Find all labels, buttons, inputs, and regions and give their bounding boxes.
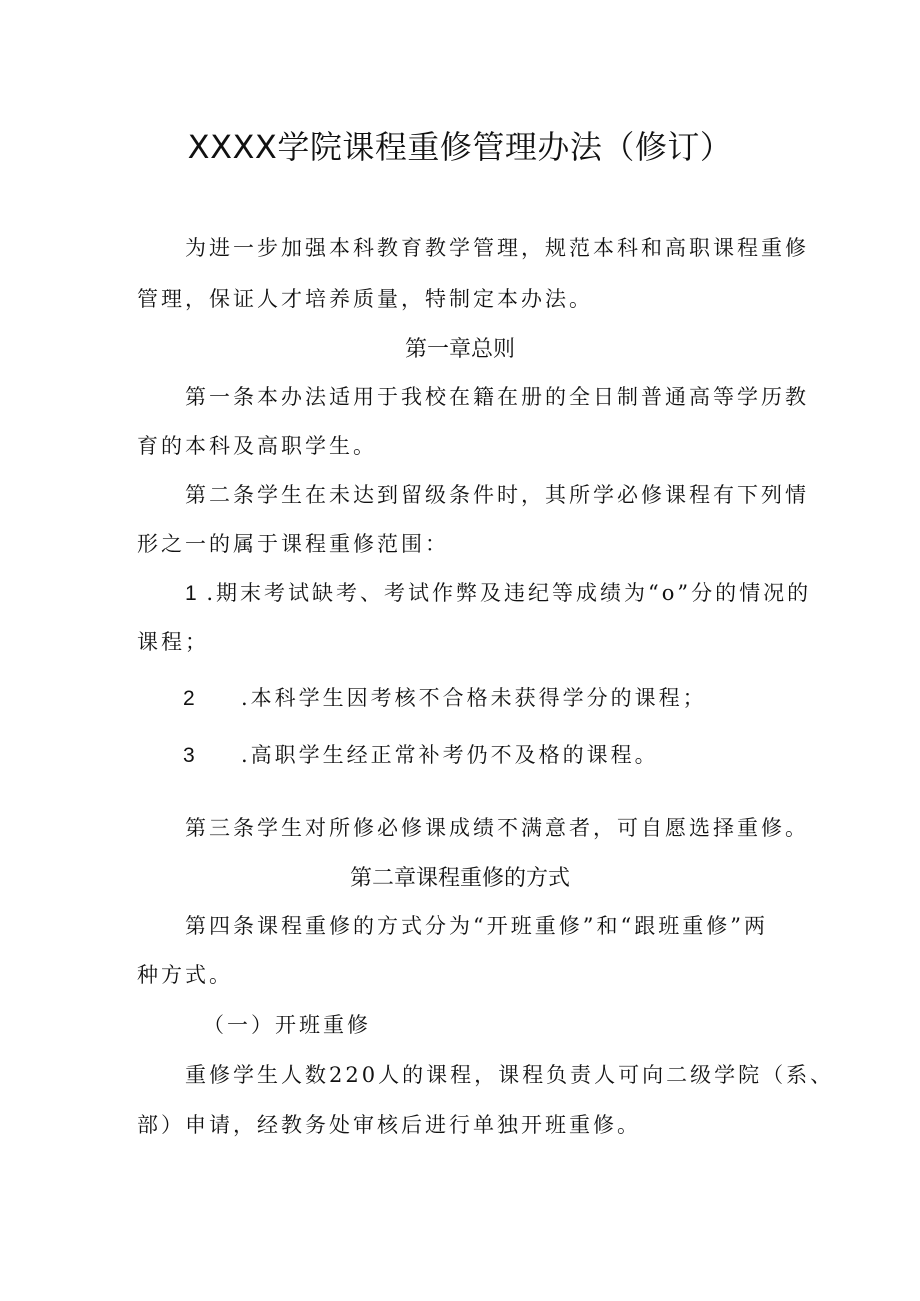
chapter-2-heading: 第二章课程重修的方式 xyxy=(349,866,570,891)
item-3-text: .高职学生经正常补考仍不及格的课程。 xyxy=(241,743,659,767)
item-1-number: 1 xyxy=(185,582,197,605)
item-1-line-2: 课程； xyxy=(137,630,209,654)
article-1-line-1: 第一条本办法适用于我校在籍在册的全日制普通高等学历教 xyxy=(185,385,809,409)
item-1-text: .期末考试缺考、考试作弊及违纪等成绩为“o”分的情况的 xyxy=(206,581,812,605)
intro-line-1: 为进一步加强本科教育教学管理，规范本科和高职课程重修 xyxy=(185,236,809,260)
chapter-1-heading: 第一章总则 xyxy=(404,337,515,362)
article-1-line-2: 育的本科及高职学生。 xyxy=(137,434,377,458)
item-1-line-1 xyxy=(185,578,811,609)
item-3-number: 3 xyxy=(183,744,195,767)
section-1-line-1: 重修学生人数220人的课程，课程负责人可向二级学院（系、 xyxy=(185,1063,835,1087)
intro-line-2: 管理，保证人才培养质量，特制定本办法。 xyxy=(137,287,593,311)
item-2-number: 2 xyxy=(183,687,195,710)
article-2-line-1: 第二条学生在未达到留级条件时，其所学必修课程有下列情 xyxy=(185,483,809,507)
section-1-heading: （一）开班重修 xyxy=(203,1013,371,1037)
article-4-line-2: 种方式。 xyxy=(137,963,233,987)
item-2-text: .本科学生因考核不合格未获得学分的课程； xyxy=(241,686,707,710)
section-1-line-2: 部）申请，经教务处审核后进行单独开班重修。 xyxy=(137,1113,641,1137)
article-4-line-1: 第四条课程重修的方式分为“开班重修”和“跟班重修”两 xyxy=(185,914,768,938)
article-2-line-2: 形之一的属于课程重修范围： xyxy=(137,532,449,556)
document-title: XXXX学院课程重修管理办法（修订） xyxy=(187,128,733,166)
article-3: 第三条学生对所修必修课成绩不满意者，可自愿选择重修。 xyxy=(185,816,809,840)
